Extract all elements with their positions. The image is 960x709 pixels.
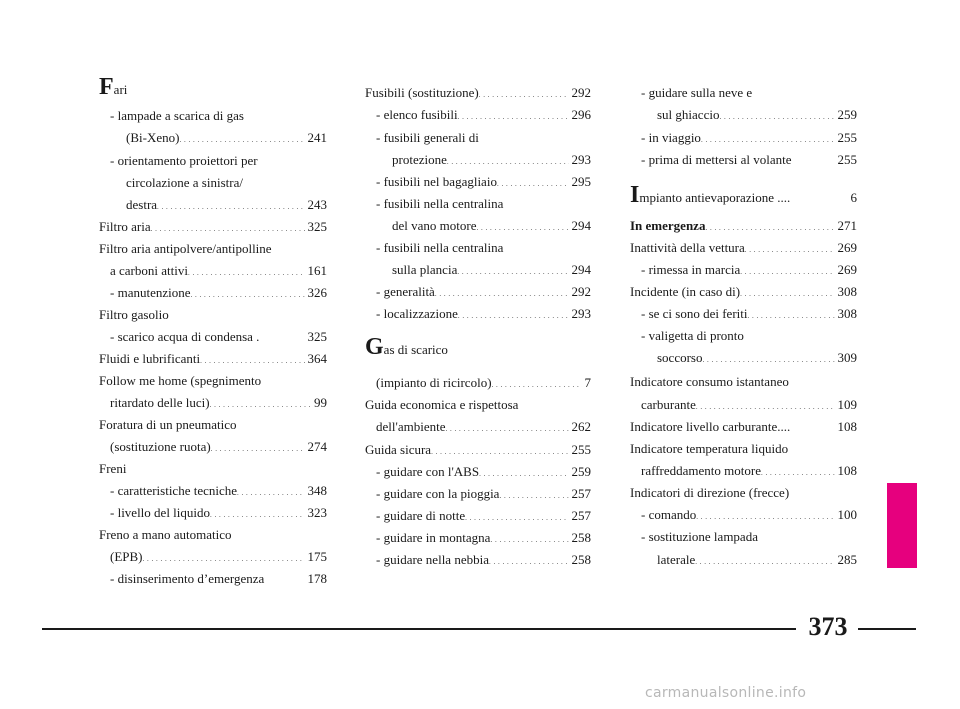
heading-initial: G	[365, 334, 384, 360]
heading-rest: as di scarico	[383, 342, 448, 357]
dot-leader	[210, 394, 311, 414]
index-entry	[365, 507, 591, 527]
index-entry	[365, 261, 591, 281]
index-page-ref: 108	[837, 419, 857, 434]
index-page-ref: 295	[571, 174, 591, 189]
index-page-ref: 257	[571, 486, 591, 501]
index-entry	[630, 462, 857, 482]
index-entry	[99, 460, 327, 477]
index-page-ref: 292	[571, 284, 591, 299]
index-entry-label: - livello del liquido	[110, 505, 211, 520]
index-entry	[365, 485, 591, 505]
index-page-ref: 255	[837, 130, 857, 145]
index-entry	[99, 372, 327, 389]
index-page-ref: 255	[837, 152, 857, 167]
index-entry	[99, 262, 327, 282]
index-entry-label: - caratteristiche tecniche	[110, 483, 238, 498]
dot-leader	[701, 129, 835, 149]
index-entry-label: Fluidi e lubrificanti	[99, 351, 201, 366]
index-entry	[630, 349, 857, 369]
index-page-ref: 108	[837, 463, 857, 478]
index-page-ref: 258	[571, 530, 591, 545]
dot-leader	[740, 261, 834, 281]
dot-leader	[431, 441, 568, 461]
index-entry	[99, 394, 327, 414]
index-page-ref: 296	[571, 107, 591, 122]
index-entry-label: laterale	[657, 552, 696, 567]
index-entry-label: Filtro gasolio	[99, 307, 169, 322]
index-entry-label: - localizzazione	[376, 306, 458, 321]
index-page-ref: 243	[307, 197, 327, 212]
index-entry	[99, 107, 327, 124]
index-entry	[99, 306, 327, 323]
index-entry	[630, 239, 857, 259]
index-entry	[365, 173, 591, 193]
index-page-ref: 309	[837, 350, 857, 365]
dot-leader	[179, 129, 304, 149]
index-page-ref: 285	[837, 552, 857, 567]
heading-initial: F	[99, 74, 114, 100]
index-entry	[630, 484, 857, 501]
index-entry-label: - comando	[641, 507, 697, 522]
index-entry-label: - guidare sulla neve e	[641, 85, 753, 100]
index-entry-label: ritardato delle luci)	[110, 395, 210, 410]
dot-leader	[237, 482, 304, 502]
index-entry	[99, 328, 327, 348]
index-page-ref: 178	[307, 571, 327, 586]
index-entry-label: Freni	[99, 461, 127, 476]
index-entry	[630, 129, 857, 149]
index-entry	[365, 239, 591, 256]
index-entry-label: a carboni attivi	[110, 263, 188, 278]
index-entry-label: (Bi-Xeno)	[126, 130, 180, 145]
index-entry	[630, 327, 857, 344]
index-page-ref: 257	[571, 508, 591, 523]
dot-leader	[703, 349, 835, 369]
dot-leader	[435, 283, 569, 303]
dot-leader	[479, 463, 568, 483]
dot-leader	[705, 217, 834, 237]
index-entry-label: - guidare con la pioggia	[376, 486, 500, 501]
index-entry-label: sul ghiaccio	[657, 107, 720, 122]
index-entry-label: Freno a mano automatico	[99, 527, 232, 542]
index-page-ref: 325	[307, 329, 327, 344]
index-entry	[99, 416, 327, 433]
dot-leader	[447, 151, 569, 171]
index-entry-label: - fusibili nel bagagliaio	[376, 174, 497, 189]
index-entry	[365, 151, 591, 171]
dot-leader	[476, 217, 568, 237]
index-entry	[630, 261, 857, 281]
index-entry	[630, 106, 857, 126]
index-entry-label: - guidare in montagna	[376, 530, 491, 545]
index-entry-label: Fusibili (sostituzione)	[365, 85, 479, 100]
index-page-ref: 294	[571, 218, 591, 233]
index-entry-label: Guida economica e rispettosa	[365, 397, 519, 412]
index-entry-label: (sostituzione ruota)	[110, 439, 211, 454]
index-entry	[365, 418, 591, 438]
index-entry-label: - fusibili nella centralina	[376, 196, 504, 211]
index-entry	[365, 441, 591, 461]
index-page-ref: 325	[307, 219, 327, 234]
footer-rule-right	[858, 628, 916, 630]
index-entry	[365, 374, 591, 394]
index-entry	[630, 151, 857, 171]
page-number: 373	[808, 612, 848, 641]
dot-leader	[696, 506, 834, 526]
index-page-ref: 109	[837, 397, 857, 412]
index-page-ref: 292	[571, 85, 591, 100]
index-page-ref: 262	[571, 419, 591, 434]
dot-leader	[499, 485, 568, 505]
index-entry	[630, 418, 857, 438]
index-entry-label: Foratura di un pneumatico	[99, 417, 237, 432]
index-page-ref: 258	[571, 552, 591, 567]
index-page-ref: 255	[571, 442, 591, 457]
dot-leader	[465, 507, 568, 527]
heading-initial: I	[630, 182, 640, 208]
index-entry-label: - guidare di notte	[376, 508, 466, 523]
index-page-ref: 99	[314, 395, 327, 410]
index-entry-label: - guidare con l'ABS	[376, 464, 480, 479]
index-entry-label: protezione	[392, 152, 447, 167]
index-entry-label: - orientamento proiettori per	[110, 153, 258, 168]
index-entry-label: - guidare nella nebbia	[376, 552, 489, 567]
index-entry-label: sulla plancia	[392, 262, 458, 277]
index-entry-label: - in viaggio	[641, 130, 701, 145]
index-entry	[99, 218, 327, 238]
index-entry	[365, 551, 591, 571]
index-entry	[630, 396, 857, 416]
index-entry	[99, 526, 327, 543]
dot-leader	[200, 350, 304, 370]
index-entry	[99, 548, 327, 568]
dot-leader	[695, 551, 834, 571]
index-entry	[99, 240, 327, 257]
index-entry	[99, 196, 327, 216]
index-page-ref: 326	[307, 285, 327, 300]
index-entry-label: - se ci sono dei feriti	[641, 306, 748, 321]
dot-leader	[157, 196, 304, 216]
index-page-ref: 323	[307, 505, 327, 520]
index-entry	[630, 373, 857, 390]
index-entry-label: - valigetta di pronto	[641, 328, 744, 343]
index-entry-label: - sostituzione lampada	[641, 529, 758, 544]
index-entry-label: - fusibili generali di	[376, 130, 479, 145]
index-entry-label: dell'ambiente	[376, 419, 446, 434]
index-entry	[99, 504, 327, 524]
index-page-ref: 294	[571, 262, 591, 277]
dot-leader	[211, 438, 305, 458]
dot-leader	[188, 262, 305, 282]
index-entry-label: Guida sicura	[365, 442, 432, 457]
index-entry	[99, 570, 327, 590]
dot-leader	[445, 418, 568, 438]
index-entry-label: Incidente (in caso di)	[630, 284, 741, 299]
index-entry	[630, 528, 857, 545]
index-entry-label: - lampade a scarica di gas	[110, 108, 244, 123]
index-entry-label: Indicatori di direzione (frecce)	[630, 485, 790, 500]
index-page-ref: 308	[837, 306, 857, 321]
index-entry-label: Inattività della vettura	[630, 240, 745, 255]
index-entry	[365, 463, 591, 483]
index-entry	[630, 283, 857, 303]
index-entry-label: - generalità	[376, 284, 435, 299]
dot-leader	[457, 261, 568, 281]
index-entry-label: carburante	[641, 397, 696, 412]
index-entry	[99, 152, 327, 169]
dot-leader	[458, 106, 569, 126]
dot-leader	[492, 374, 582, 394]
index-entry-label: In emergenza	[630, 218, 706, 233]
index-entry-label: (EPB)	[110, 549, 143, 564]
index-page-ref: 100	[837, 507, 857, 522]
index-page-ref: 364	[307, 351, 327, 366]
dot-leader	[479, 84, 569, 104]
index-entry	[99, 129, 327, 149]
dot-leader	[497, 173, 569, 193]
index-entry	[365, 396, 591, 413]
section-tab-marker	[887, 483, 917, 568]
watermark: carmanualsonline.info	[645, 685, 807, 701]
dot-leader	[151, 218, 305, 238]
index-entry	[365, 217, 591, 237]
dot-leader	[748, 305, 835, 325]
index-page-ref: 293	[571, 152, 591, 167]
index-page-ref: 259	[837, 107, 857, 122]
index-entry	[365, 529, 591, 549]
index-letter-heading	[630, 182, 857, 209]
index-entry	[630, 506, 857, 526]
index-page-ref: 271	[837, 218, 857, 233]
dot-leader	[740, 283, 834, 303]
dot-leader	[745, 239, 835, 259]
dot-leader	[719, 106, 834, 126]
dot-leader	[143, 548, 305, 568]
index-entry	[365, 305, 591, 325]
index-entry	[365, 106, 591, 126]
index-page-ref: 161	[307, 263, 327, 278]
index-entry	[365, 195, 591, 212]
index-entry	[630, 217, 857, 237]
dot-leader	[191, 284, 305, 304]
dot-leader	[489, 551, 569, 571]
index-entry-label: circolazione a sinistra/	[126, 175, 243, 190]
index-entry	[99, 284, 327, 304]
index-entry-label: Follow me home (spegnimento	[99, 373, 262, 388]
index-entry-label: raffreddamento motore	[641, 463, 761, 478]
index-entry	[365, 283, 591, 303]
dot-leader	[458, 305, 569, 325]
index-entry-label: - disinserimento d’emergenza	[110, 571, 265, 586]
index-entry-label: Filtro aria	[99, 219, 151, 234]
index-page-ref: 269	[837, 240, 857, 255]
footer-rule-left	[42, 628, 796, 630]
index-entry	[630, 84, 857, 101]
index-entry-label: - fusibili nella centralina	[376, 240, 504, 255]
index-page-ref: 293	[571, 306, 591, 321]
index-page-ref: 259	[571, 464, 591, 479]
index-entry-label: destra	[126, 197, 158, 212]
index-page-ref: 175	[307, 549, 327, 564]
heading-rest: mpianto antievaporazione ....	[639, 190, 791, 205]
index-entry-label: - scarico acqua di condensa .	[110, 329, 260, 344]
index-page-ref: 6	[850, 190, 857, 205]
index-entry-label: - manutenzione	[110, 285, 191, 300]
index-page-ref: 269	[837, 262, 857, 277]
index-letter-heading	[365, 334, 591, 360]
index-page-ref: 348	[307, 483, 327, 498]
index-entry-label: (impianto di ricircolo)	[376, 375, 492, 390]
dot-leader	[490, 529, 568, 549]
index-entry	[630, 440, 857, 457]
index-entry-label: - rimessa in marcia	[641, 262, 741, 277]
index-entry-label: Indicatore temperatura liquido	[630, 441, 789, 456]
index-page-ref: 274	[307, 439, 327, 454]
index-entry-label: - elenco fusibili	[376, 107, 458, 122]
index-entry	[99, 350, 327, 370]
index-entry-label: Indicatore livello carburante....	[630, 419, 791, 434]
index-entry	[365, 129, 591, 146]
index-entry-label: - prima di mettersi al volante	[641, 152, 792, 167]
index-entry	[365, 84, 591, 104]
heading-rest: ari	[113, 82, 128, 97]
index-page-ref: 241	[307, 130, 327, 145]
index-entry	[99, 438, 327, 458]
index-entry	[630, 305, 857, 325]
index-entry	[630, 551, 857, 571]
index-entry	[99, 482, 327, 502]
index-entry-label: Filtro aria antipolvere/antipolline	[99, 241, 272, 256]
index-entry-label: soccorso	[657, 350, 703, 365]
dot-leader	[761, 462, 835, 482]
dot-leader	[696, 396, 835, 416]
index-page-ref: 308	[837, 284, 857, 299]
index-entry	[99, 174, 327, 191]
index-page-ref: 7	[584, 375, 591, 390]
index-letter-heading	[99, 74, 327, 100]
index-entry-label: del vano motore	[392, 218, 477, 233]
index-entry-label: Indicatore consumo istantaneo	[630, 374, 789, 389]
dot-leader	[210, 504, 304, 524]
